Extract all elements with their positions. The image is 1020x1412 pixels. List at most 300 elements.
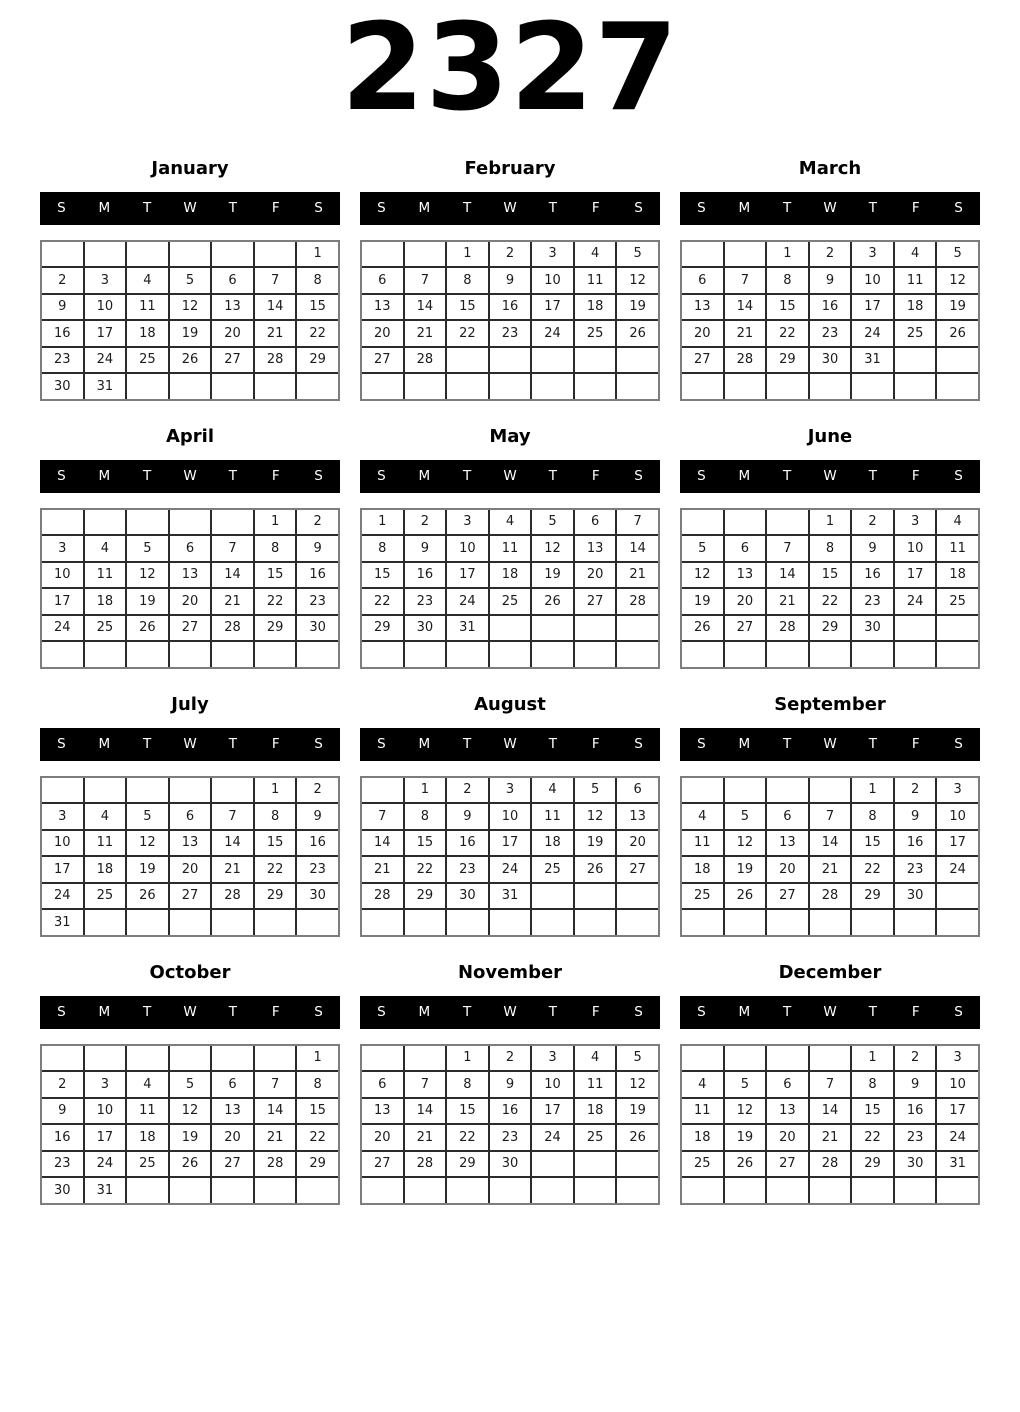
week-row [41, 1124, 339, 1151]
day-grid [680, 1044, 980, 1205]
day-cell: 4 [84, 803, 127, 830]
weekday-label: S [314, 1003, 323, 1020]
week-row [41, 241, 339, 268]
weekday-label: S [57, 735, 66, 752]
day-cell: 3 [936, 1045, 979, 1072]
day-cell: 21 [616, 562, 659, 589]
month-title: April [165, 425, 215, 447]
day-cell: 13 [724, 562, 767, 589]
day-cell: 24 [446, 588, 489, 615]
weekday-label: T [548, 735, 557, 752]
day-cell: 3 [446, 509, 489, 536]
empty-day-cell [404, 909, 447, 936]
day-cell: 17 [531, 294, 574, 321]
month-block [680, 158, 980, 401]
day-cell: 11 [489, 535, 532, 562]
month-title: November [457, 961, 563, 983]
day-cell: 18 [681, 856, 724, 883]
empty-day-cell [531, 883, 574, 910]
day-cell: 4 [894, 241, 937, 268]
week-row [361, 373, 659, 400]
day-cell: 19 [574, 830, 617, 857]
week-row [361, 856, 659, 883]
empty-day-cell [936, 1177, 979, 1204]
empty-day-cell [169, 1045, 212, 1072]
day-cell: 30 [41, 373, 84, 400]
day-cell: 28 [809, 1151, 852, 1178]
week-row [41, 509, 339, 536]
week-row [361, 535, 659, 562]
weekday-label: M [98, 1003, 111, 1020]
day-cell: 30 [809, 347, 852, 374]
day-cell: 8 [851, 803, 894, 830]
day-cell: 2 [41, 1071, 84, 1098]
day-cell: 8 [809, 535, 852, 562]
month-title: May [489, 425, 531, 447]
day-cell: 7 [361, 803, 404, 830]
day-cell: 1 [446, 241, 489, 268]
day-cell: 21 [809, 1124, 852, 1151]
weekday-label: S [314, 199, 323, 216]
empty-day-cell [681, 241, 724, 268]
week-row [41, 1098, 339, 1125]
day-cell: 1 [254, 509, 297, 536]
empty-day-cell [361, 1177, 404, 1204]
day-cell: 31 [41, 909, 84, 936]
day-cell: 1 [296, 1045, 339, 1072]
day-cell: 3 [41, 803, 84, 830]
day-cell: 28 [724, 347, 767, 374]
empty-day-cell [724, 509, 767, 536]
day-cell: 3 [851, 241, 894, 268]
empty-day-cell [211, 509, 254, 536]
day-cell: 29 [361, 615, 404, 642]
day-cell: 6 [574, 509, 617, 536]
weekday-label: F [591, 735, 600, 752]
month-block [680, 694, 980, 937]
day-cell: 21 [361, 856, 404, 883]
weekday-label: M [738, 199, 751, 216]
day-cell: 28 [254, 1151, 297, 1178]
empty-day-cell [894, 615, 937, 642]
weekday-label: S [697, 1003, 706, 1020]
day-cell: 5 [574, 777, 617, 804]
empty-day-cell [126, 909, 169, 936]
week-row [41, 1177, 339, 1204]
day-cell: 23 [296, 588, 339, 615]
day-cell: 4 [681, 1071, 724, 1098]
day-cell: 20 [211, 1124, 254, 1151]
day-cell: 28 [211, 615, 254, 642]
day-cell: 31 [84, 373, 127, 400]
day-cell: 7 [211, 535, 254, 562]
week-row [41, 267, 339, 294]
day-cell: 26 [616, 320, 659, 347]
weekday-label: S [57, 199, 66, 216]
day-cell: 26 [531, 588, 574, 615]
empty-day-cell [126, 1045, 169, 1072]
week-row [361, 509, 659, 536]
weekday-label: T [868, 467, 877, 484]
day-cell: 10 [446, 535, 489, 562]
day-cell: 17 [894, 562, 937, 589]
empty-day-cell [574, 615, 617, 642]
day-cell: 11 [84, 562, 127, 589]
weekday-header-bar [680, 996, 980, 1029]
empty-day-cell [894, 909, 937, 936]
day-cell: 24 [936, 1124, 979, 1151]
day-cell: 20 [169, 856, 212, 883]
empty-day-cell [531, 1151, 574, 1178]
weekday-header-bar [360, 460, 660, 493]
day-cell: 5 [531, 509, 574, 536]
weekday-label: F [271, 467, 280, 484]
day-cell: 22 [446, 1124, 489, 1151]
weekday-label: M [738, 467, 751, 484]
empty-day-cell [169, 777, 212, 804]
day-cell: 15 [809, 562, 852, 589]
day-cell: 16 [41, 1124, 84, 1151]
day-cell: 20 [574, 562, 617, 589]
empty-day-cell [126, 241, 169, 268]
empty-day-cell [681, 1177, 724, 1204]
day-cell: 31 [446, 615, 489, 642]
day-cell: 30 [41, 1177, 84, 1204]
day-cell: 30 [489, 1151, 532, 1178]
week-row [361, 777, 659, 804]
empty-day-cell [766, 777, 809, 804]
day-cell: 22 [296, 320, 339, 347]
day-cell: 2 [446, 777, 489, 804]
months-grid [0, 134, 1020, 1205]
empty-day-cell [616, 909, 659, 936]
empty-day-cell [211, 373, 254, 400]
week-row [681, 267, 979, 294]
weekday-header-bar [40, 192, 340, 225]
weekday-label: S [634, 1003, 643, 1020]
empty-day-cell [531, 909, 574, 936]
week-row [41, 777, 339, 804]
empty-day-cell [851, 909, 894, 936]
day-cell: 12 [169, 1098, 212, 1125]
weekday-label: W [823, 735, 837, 752]
day-cell: 29 [296, 1151, 339, 1178]
day-cell: 1 [361, 509, 404, 536]
weekday-label: W [823, 1003, 837, 1020]
day-cell: 8 [296, 267, 339, 294]
empty-day-cell [766, 373, 809, 400]
weekday-label: T [463, 1003, 472, 1020]
month-title: July [171, 693, 209, 715]
day-cell: 12 [126, 562, 169, 589]
day-cell: 12 [681, 562, 724, 589]
weekday-label: W [183, 735, 197, 752]
day-cell: 14 [616, 535, 659, 562]
day-cell: 24 [894, 588, 937, 615]
weekday-label: F [911, 1003, 920, 1020]
day-cell: 21 [766, 588, 809, 615]
empty-day-cell [169, 641, 212, 668]
empty-day-cell [766, 1177, 809, 1204]
day-cell: 14 [254, 294, 297, 321]
empty-day-cell [211, 241, 254, 268]
day-cell: 5 [616, 1045, 659, 1072]
day-cell: 26 [169, 1151, 212, 1178]
week-row [361, 588, 659, 615]
day-cell: 24 [41, 883, 84, 910]
day-cell: 1 [809, 509, 852, 536]
empty-day-cell [851, 373, 894, 400]
day-cell: 4 [531, 777, 574, 804]
day-cell: 12 [531, 535, 574, 562]
week-row [361, 1045, 659, 1072]
weekday-label: T [783, 735, 792, 752]
empty-day-cell [681, 909, 724, 936]
day-cell: 19 [616, 294, 659, 321]
day-cell: 3 [84, 1071, 127, 1098]
day-cell: 14 [211, 562, 254, 589]
day-cell: 8 [446, 267, 489, 294]
day-cell: 30 [851, 615, 894, 642]
day-grid [40, 240, 340, 401]
day-cell: 7 [404, 267, 447, 294]
day-cell: 7 [766, 535, 809, 562]
week-row [41, 830, 339, 857]
day-cell: 16 [851, 562, 894, 589]
day-cell: 28 [616, 588, 659, 615]
day-cell: 7 [254, 1071, 297, 1098]
day-grid [40, 776, 340, 937]
day-cell: 14 [254, 1098, 297, 1125]
day-cell: 15 [404, 830, 447, 857]
day-cell: 26 [936, 320, 979, 347]
day-cell: 9 [894, 1071, 937, 1098]
empty-day-cell [616, 347, 659, 374]
day-cell: 15 [446, 1098, 489, 1125]
week-row [681, 615, 979, 642]
weekday-label: T [868, 1003, 877, 1020]
day-cell: 24 [851, 320, 894, 347]
weekday-header-bar [360, 996, 660, 1029]
day-cell: 10 [936, 1071, 979, 1098]
empty-day-cell [936, 373, 979, 400]
empty-day-cell [574, 1177, 617, 1204]
empty-day-cell [616, 641, 659, 668]
day-cell: 25 [84, 615, 127, 642]
day-cell: 28 [766, 615, 809, 642]
day-cell: 6 [766, 803, 809, 830]
day-cell: 11 [574, 267, 617, 294]
empty-day-cell [894, 373, 937, 400]
day-cell: 14 [809, 830, 852, 857]
empty-day-cell [404, 641, 447, 668]
week-row [361, 294, 659, 321]
weekday-label: W [823, 199, 837, 216]
weekday-label: T [783, 199, 792, 216]
day-cell: 26 [616, 1124, 659, 1151]
empty-day-cell [894, 641, 937, 668]
day-cell: 27 [766, 883, 809, 910]
empty-day-cell [809, 777, 852, 804]
week-row [681, 830, 979, 857]
day-cell: 25 [936, 588, 979, 615]
day-cell: 28 [809, 883, 852, 910]
weekday-label: W [183, 199, 197, 216]
empty-day-cell [894, 347, 937, 374]
weekday-label: S [314, 467, 323, 484]
day-cell: 6 [169, 803, 212, 830]
empty-day-cell [169, 241, 212, 268]
day-cell: 28 [404, 347, 447, 374]
day-cell: 7 [211, 803, 254, 830]
day-cell: 24 [489, 856, 532, 883]
day-cell: 23 [894, 856, 937, 883]
empty-day-cell [489, 373, 532, 400]
empty-day-cell [446, 641, 489, 668]
month-title: December [778, 961, 882, 983]
weekday-label: S [954, 1003, 963, 1020]
day-cell: 21 [254, 320, 297, 347]
empty-day-cell [211, 1177, 254, 1204]
day-cell: 6 [724, 535, 767, 562]
day-cell: 29 [446, 1151, 489, 1178]
weekday-label: F [271, 1003, 280, 1020]
day-cell: 22 [254, 856, 297, 883]
day-cell: 9 [404, 535, 447, 562]
day-cell: 20 [766, 856, 809, 883]
day-cell: 8 [404, 803, 447, 830]
weekday-label: W [183, 1003, 197, 1020]
day-cell: 23 [489, 1124, 532, 1151]
weekday-header-bar [40, 728, 340, 761]
day-grid [680, 776, 980, 937]
week-row [361, 1098, 659, 1125]
day-cell: 21 [724, 320, 767, 347]
day-cell: 23 [851, 588, 894, 615]
day-cell: 8 [766, 267, 809, 294]
day-cell: 8 [851, 1071, 894, 1098]
week-row [361, 320, 659, 347]
day-cell: 21 [809, 856, 852, 883]
day-cell: 9 [851, 535, 894, 562]
day-cell: 9 [489, 1071, 532, 1098]
empty-day-cell [41, 509, 84, 536]
empty-day-cell [446, 909, 489, 936]
day-cell: 19 [724, 856, 767, 883]
day-cell: 25 [574, 320, 617, 347]
month-block [360, 158, 660, 401]
day-cell: 17 [936, 1098, 979, 1125]
weekday-label: S [954, 199, 963, 216]
day-cell: 25 [894, 320, 937, 347]
week-row [41, 883, 339, 910]
day-cell: 18 [681, 1124, 724, 1151]
day-cell: 18 [84, 588, 127, 615]
day-cell: 27 [169, 615, 212, 642]
weekday-header-bar [360, 728, 660, 761]
day-cell: 19 [936, 294, 979, 321]
week-row [681, 241, 979, 268]
week-row [681, 320, 979, 347]
day-cell: 27 [766, 1151, 809, 1178]
empty-day-cell [809, 909, 852, 936]
day-cell: 10 [41, 830, 84, 857]
day-cell: 21 [404, 1124, 447, 1151]
week-row [681, 1098, 979, 1125]
empty-day-cell [681, 509, 724, 536]
day-cell: 13 [766, 830, 809, 857]
day-cell: 2 [489, 1045, 532, 1072]
day-cell: 29 [851, 1151, 894, 1178]
empty-day-cell [724, 241, 767, 268]
day-cell: 12 [616, 1071, 659, 1098]
day-cell: 1 [296, 241, 339, 268]
day-cell: 20 [724, 588, 767, 615]
day-cell: 2 [296, 509, 339, 536]
day-cell: 17 [531, 1098, 574, 1125]
week-row [361, 347, 659, 374]
week-row [41, 294, 339, 321]
month-block [40, 962, 340, 1205]
day-cell: 11 [894, 267, 937, 294]
empty-day-cell [126, 641, 169, 668]
month-title: June [807, 425, 853, 447]
day-cell: 30 [894, 883, 937, 910]
day-cell: 26 [724, 1151, 767, 1178]
day-grid [360, 508, 660, 669]
empty-day-cell [851, 1177, 894, 1204]
day-cell: 27 [211, 347, 254, 374]
empty-day-cell [211, 641, 254, 668]
day-cell: 6 [681, 267, 724, 294]
day-cell: 2 [809, 241, 852, 268]
day-cell: 23 [446, 856, 489, 883]
day-cell: 12 [616, 267, 659, 294]
empty-day-cell [169, 1177, 212, 1204]
day-cell: 3 [84, 267, 127, 294]
empty-day-cell [531, 1177, 574, 1204]
weekday-label: F [911, 199, 920, 216]
weekday-label: T [463, 199, 472, 216]
day-cell: 13 [361, 1098, 404, 1125]
day-cell: 16 [41, 320, 84, 347]
empty-day-cell [361, 241, 404, 268]
empty-day-cell [126, 777, 169, 804]
day-cell: 27 [211, 1151, 254, 1178]
empty-day-cell [616, 883, 659, 910]
week-row [41, 803, 339, 830]
empty-day-cell [851, 641, 894, 668]
empty-day-cell [724, 373, 767, 400]
day-cell: 24 [531, 1124, 574, 1151]
day-cell: 14 [766, 562, 809, 589]
empty-day-cell [446, 373, 489, 400]
weekday-label: T [228, 467, 237, 484]
day-cell: 1 [851, 1045, 894, 1072]
empty-day-cell [361, 777, 404, 804]
month-block [40, 426, 340, 669]
day-cell: 14 [361, 830, 404, 857]
day-cell: 17 [84, 1124, 127, 1151]
day-cell: 26 [574, 856, 617, 883]
weekday-label: W [183, 467, 197, 484]
day-cell: 23 [41, 347, 84, 374]
empty-day-cell [724, 641, 767, 668]
day-cell: 4 [574, 241, 617, 268]
day-cell: 9 [446, 803, 489, 830]
day-cell: 29 [254, 883, 297, 910]
day-cell: 13 [766, 1098, 809, 1125]
